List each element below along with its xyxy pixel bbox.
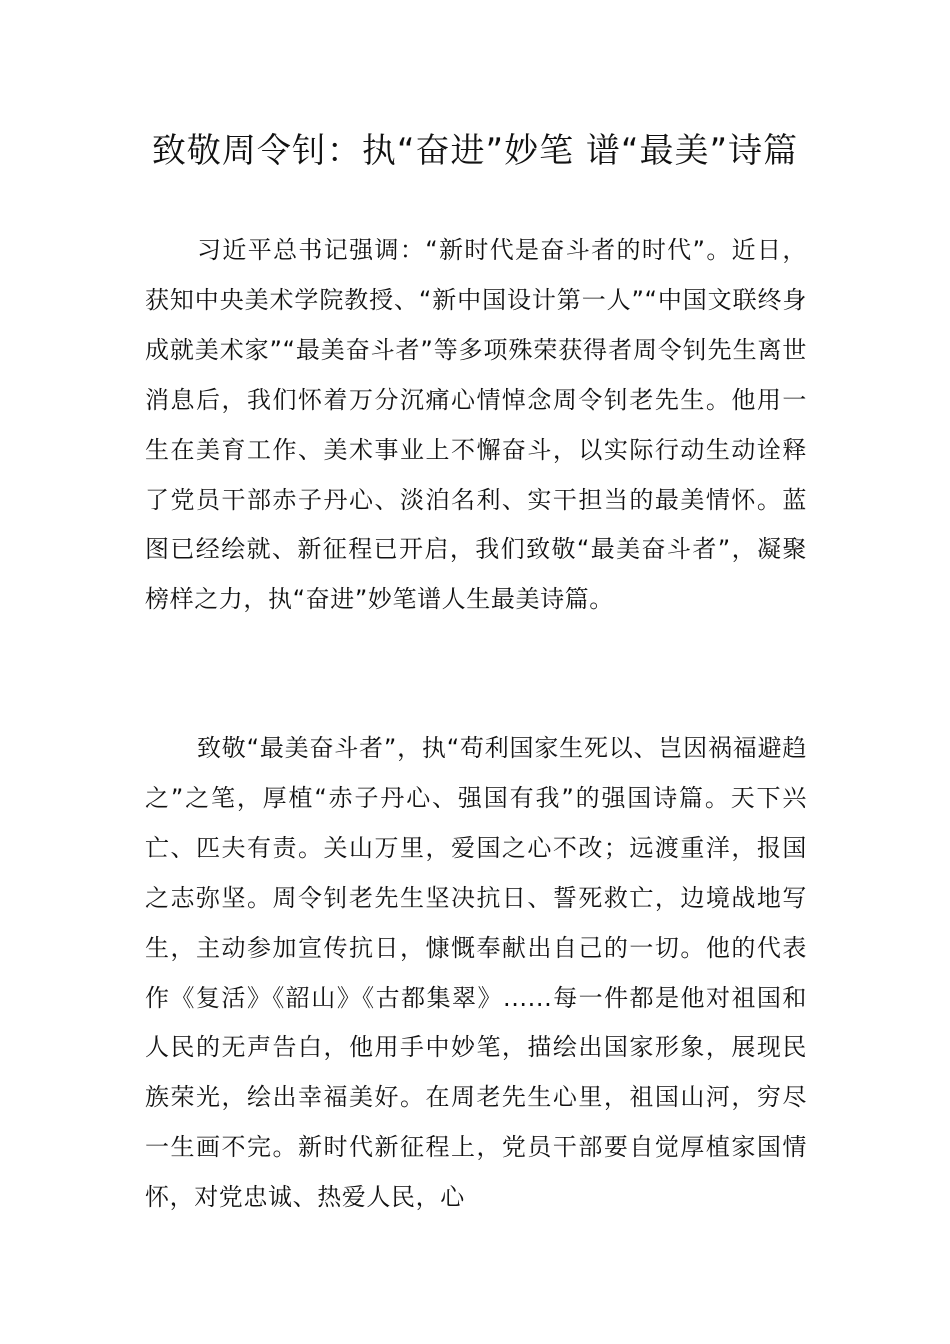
paragraph-section-1: 致敬“最美奋斗者”，执“苟利国家生死以、岂因祸福避趋之”之笔，厚植“赤子丹心、强国有我”的强国诗篇。天下兴亡、匹夫有责。关山万里，爱国之心不改；远渡重洋，报国之志弥坚。周令钊老先生坚决抗日、誓死救亡，边境战地写生，主动参加宣传抗日，慷慨奉献出自己的一切。他的代表作《复活》《韶山》《古都集翠》......每一件都是他对祖国和人民的无声告白，他用手中妙笔，描绘出国家形象，展现民族荣光，绘出幸福美好。在周老先生心里，祖国山河，穷尽一生画不完。新时代新征程上，党员干部要自觉厚植家国情怀，对党忠诚、热爱人民，心	[145, 734, 807, 1212]
paragraph-intro: 习近平总书记强调：“新时代是奋斗者的时代”。近日，获知中央美术学院教授、“新中国设计第一人”“中国文联终身成就美术家”“最美奋斗者”等多项殊荣获得者周令钊先生离世消息后，我们怀着万分沉痛心情悼念周令钊老先生。他用一生在美育工作、美术事业上不懈奋斗，以实际行动生动诠释了党员干部赤子丹心、淡泊名利、实干担当的最美情怀。蓝图已经绘就、新征程已开启，我们致敬“最美奋斗者”，凝聚榜样之力，执“奋进”妙笔谱人生最美诗篇。	[145, 236, 807, 614]
article-title: 致敬周令钊：执“奋进”妙笔 谱“最美”诗篇	[151, 131, 799, 171]
